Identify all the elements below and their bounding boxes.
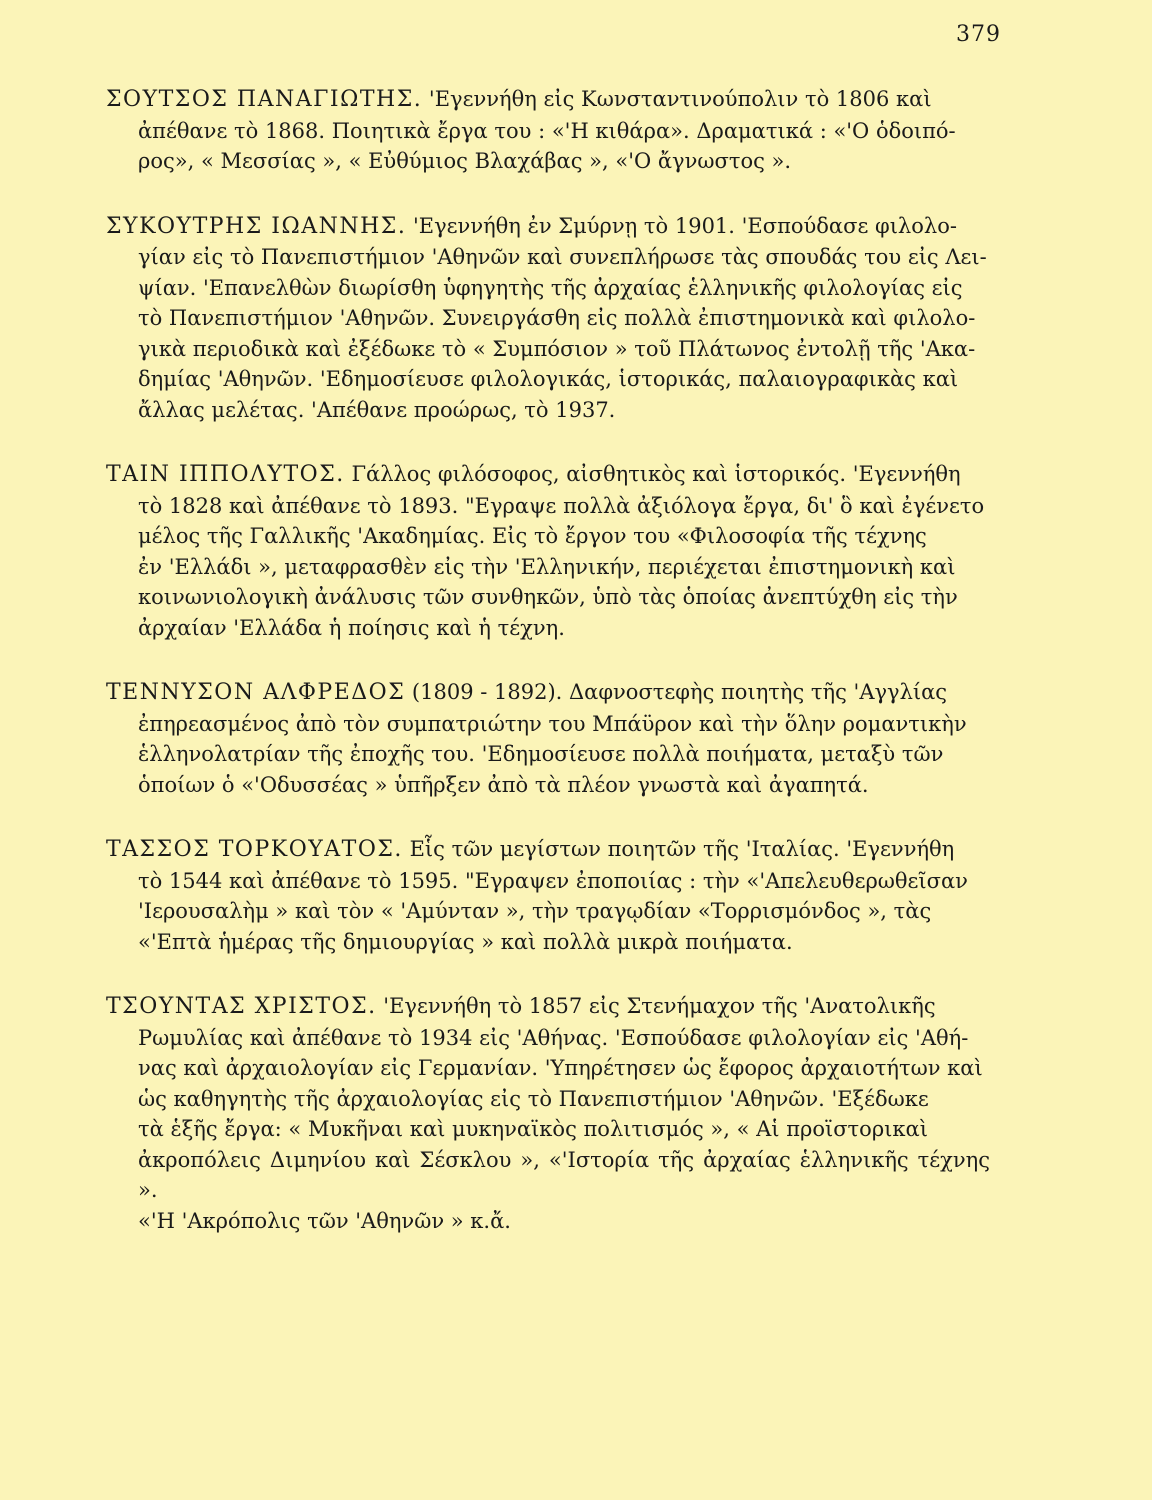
entry-tsountas xyxy=(106,991,990,1236)
entry-line: τὰ ἑξῆς ἔργα: « Μυκῆναι καὶ μυκηναϊκὸς πολιτισμός », « Αἱ προϊστορικαὶ xyxy=(138,1117,928,1141)
entry-first-line xyxy=(106,834,990,866)
entry-line: γικὰ περιοδικὰ καὶ ἐξέδωκε τὸ « Συμπόσιον » τοῦ Πλάτωνος ἐντολῇ τῆς 'Ακα- xyxy=(138,336,976,361)
entry-first-line xyxy=(106,991,990,1023)
entry-line: ψίαν. 'Επανελθὼν διωρίσθη ὑφηγητὴς τῆς ἀρχαίας ἑλληνικῆς φιλολογίας εἰς xyxy=(138,275,963,300)
entry-line: γίαν εἰς τὸ Πανεπιστήμιον 'Αθηνῶν καὶ συνεπλήρωσε τὰς σπουδάς του εἰς Λει- xyxy=(138,245,987,269)
headword: ΤΣΟΥΝΤΑΣ ΧΡΙΣΤΟΣ. xyxy=(106,994,377,1019)
entry-line: ἄλλας μελέτας. 'Απέθανε προώρως, τὸ 1937. xyxy=(138,397,616,422)
headword: ΤΑΣΣΟΣ ΤΟΡΚΟΥΑΤΟΣ. xyxy=(106,837,403,862)
entry-line: κοινωνιολογικὴ ἀνάλυσις τῶν συνθηκῶν, ὑπὸ τὰς ὁποίας ἀνεπτύχθη εἰς τὴν xyxy=(138,585,958,609)
entry-line: ἐν 'Ελλάδι », μεταφρασθὲν εἰς τὴν 'Ελληνικήν, περιέχεται ἐπιστημονικὴ καὶ xyxy=(138,554,956,579)
entry-line: 'Ιερουσαλὴμ » καὶ τὸν « 'Αμύνταν », τὴν τραγῳδίαν «Τορρισμόνδος », τὰς xyxy=(138,899,932,923)
entry-text: 'Εγεννήθη τὸ 1857 εἰς Στενήμαχον τῆς 'Ανατολικῆς xyxy=(376,994,936,1018)
entry-line: ρος», « Μεσσίας », « Εὐθύμιος Βλαχάβας », «'Ο ἄγνωστος ». xyxy=(138,149,792,173)
entry-tassos xyxy=(106,834,990,957)
entry-line: δημίας 'Αθηνῶν. 'Εδημοσίευσε φιλολογικάς, ἱστορικάς, παλαιογραφικὰς καὶ xyxy=(138,367,959,391)
entry-first-line xyxy=(106,84,990,116)
entry-first-line xyxy=(106,677,990,709)
entry-line: ὡς καθηγητὴς τῆς ἀρχαιολογίας εἰς τὸ Πανεπιστήμιον 'Αθηνῶν. 'Εξέδωκε xyxy=(138,1086,929,1111)
headword: ΤΑΙΝ ΙΠΠΟΛΥΤΟΣ. xyxy=(106,462,345,487)
entry-line: ἐπηρεασμένος ἀπὸ τὸν συμπατριώτην του Μπάϋρον καὶ τὴν ὅλην ρομαντικὴν xyxy=(138,711,967,736)
headword: ΣΟΥΤΣΟΣ ΠΑΝΑΓΙΩΤΗΣ. xyxy=(106,87,423,112)
entry-line: Ρωμυλίας καὶ ἀπέθανε τὸ 1934 εἰς 'Αθήνας. 'Εσπούδασε φιλολογίαν εἰς 'Αθή- xyxy=(138,1025,969,1050)
entry-line: τὸ 1828 καὶ ἀπέθανε τὸ 1893. "Εγραψε πολλὰ ἀξιόλογα ἔργα, δι' ὃ καὶ ἐγένετο xyxy=(138,493,985,518)
entry-line: νας καὶ ἀρχαιολογίαν εἰς Γερμανίαν. 'Υπηρέτησεν ὡς ἔφορος ἀρχαιοτήτων καὶ xyxy=(138,1056,983,1080)
entry-tennyson xyxy=(106,677,990,800)
entry-text: Εἷς τῶν μεγίστων ποιητῶν τῆς 'Ιταλίας. 'Εγεννήθη xyxy=(402,837,955,861)
entry-line: ἀρχαίαν 'Ελλάδα ἡ ποίησις καὶ ἡ τέχνη. xyxy=(138,615,565,640)
entry-line: ἀκροπόλεις Διμηνίου καὶ Σέσκλου », «'Ιστορία τῆς ἀρχαίας ἑλληνικῆς τέχνης ». xyxy=(138,1147,990,1202)
entry-line: ὁποίων ὁ «'Οδυσσέας » ὑπῆρξεν ἀπὸ τὰ πλέον γνωστὰ καὶ ἀγαπητά. xyxy=(138,772,869,797)
entry-text: 'Εγεννήθη ἐν Σμύρνῃ τὸ 1901. 'Εσπούδασε φιλολο- xyxy=(406,213,957,238)
entry-tain xyxy=(106,459,990,643)
entry-line: μέλος τῆς Γαλλικῆς 'Ακαδημίας. Εἰς τὸ ἔργον του «Φιλοσοφία τῆς τέχνης xyxy=(138,524,927,548)
entry-text: Γάλλος φιλόσοφος, αἰσθητικὸς καὶ ἱστορικός. 'Εγεννήθη xyxy=(344,462,961,486)
page-number: 379 xyxy=(956,22,1001,47)
entry-line: ἀπέθανε τὸ 1868. Ποιητικὰ ἔργα του : «'Η κιθάρα». Δραματικά : «'Ο ὁδοιπό- xyxy=(138,118,956,143)
entry-first-line xyxy=(106,459,990,491)
entry-line: «'Η 'Ακρόπολις τῶν 'Αθηνῶν » κ.ἄ. xyxy=(138,1208,511,1233)
entry-line: «'Επτὰ ἡμέρας τῆς δημιουργίας » καὶ πολλὰ μικρὰ ποιήματα. xyxy=(138,929,793,954)
entry-first-line xyxy=(106,211,990,243)
entry-soutsos xyxy=(106,84,990,177)
entry-line: τὸ 1544 καὶ ἀπέθανε τὸ 1595. "Εγραψεν ἐποποιίας : τὴν «'Απελευθερωθεῖσαν xyxy=(138,868,968,893)
headword: ΣΥΚΟΥΤΡΗΣ ΙΩΑΝΝΗΣ. xyxy=(106,213,407,239)
entry-line: ἑλληνολατρίαν τῆς ἐποχῆς του. 'Εδημοσίευσε πολλὰ ποιήματα, μεταξὺ τῶν xyxy=(138,742,944,766)
entry-list xyxy=(106,84,990,1236)
headword: ΤΕΝΝΥΣΟΝ ΑΛΦΡΕΔΟΣ xyxy=(106,680,406,705)
entry-text: 'Εγεννήθη εἰς Κωνσταντινούπολιν τὸ 1806 καὶ xyxy=(422,87,932,111)
entry-text: (1809 - 1892). Δαφνοστεφὴς ποιητὴς τῆς 'Αγγλίας xyxy=(405,680,948,704)
entry-line: τὸ Πανεπιστήμιον 'Αθηνῶν. Συνειργάσθη εἰς πολλὰ ἐπιστημονικὰ καὶ φιλολο- xyxy=(138,306,976,330)
entry-sykoutris xyxy=(106,211,990,426)
